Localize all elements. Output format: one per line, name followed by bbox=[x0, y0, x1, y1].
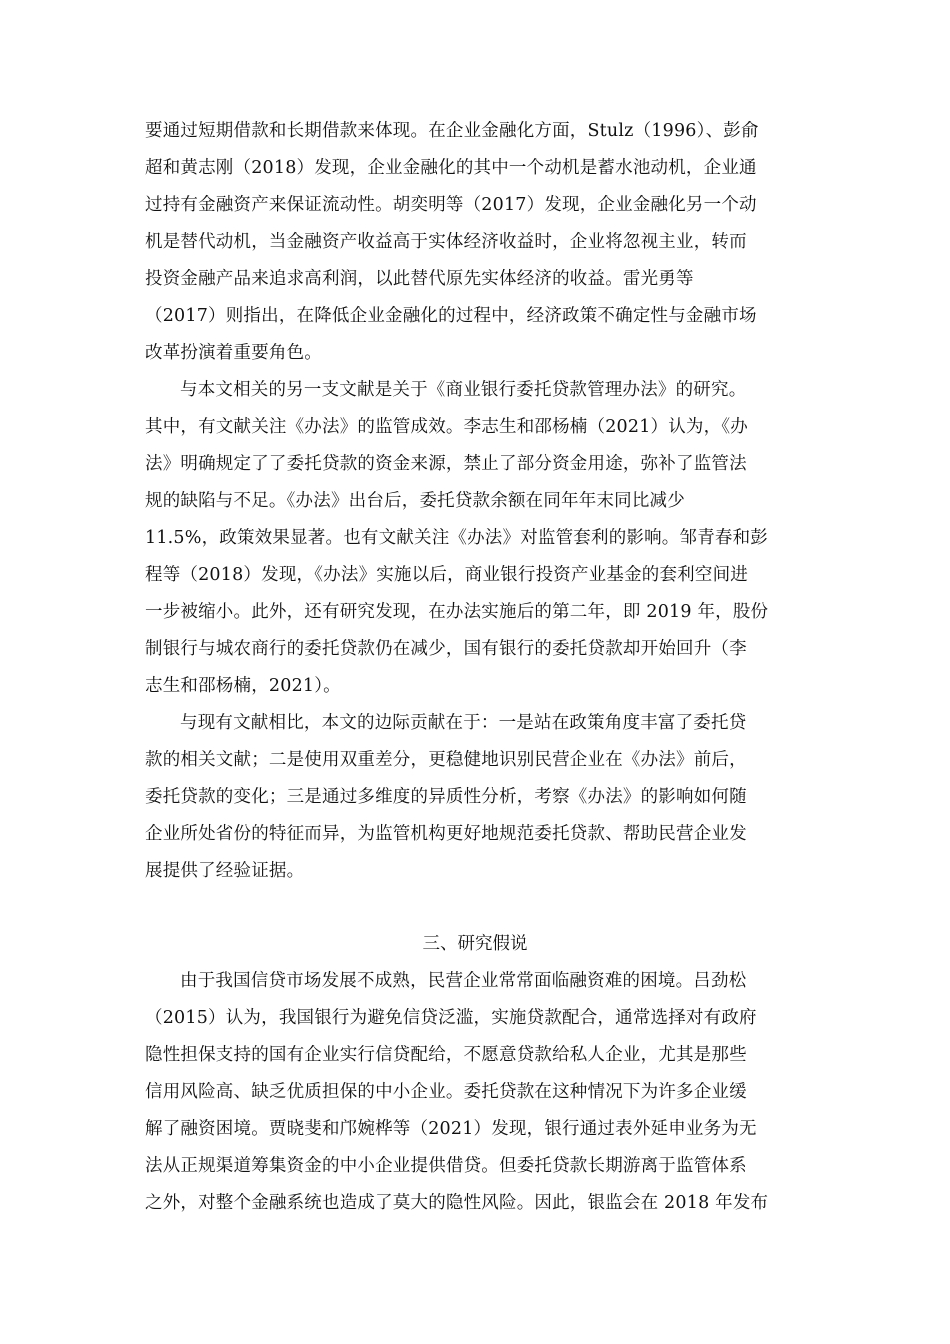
text-line: 机是替代动机，当金融资产收益高于实体经济收益时，企业将忽视主业，转而 bbox=[145, 232, 747, 252]
text-line: 投资金融产品来追求高利润，以此替代原先实体经济的收益。雷光勇等 bbox=[145, 269, 694, 289]
text-line: 展提供了经验证据。 bbox=[145, 861, 305, 881]
text-line: 其中，有文献关注《办法》的监管成效。李志生和邵杨楠（2021）认为，《办 bbox=[145, 417, 748, 437]
text-line: 之外，对整个金融系统也造成了莫大的隐性风险。因此，银监会在 2018 年发布 bbox=[145, 1193, 769, 1213]
text-line: 制银行与城农商行的委托贷款仍在减少，国有银行的委托贷款却开始回升（李 bbox=[145, 639, 747, 659]
text-line: 过持有金融资产来保证流动性。胡奕明等（2017）发现，企业金融化另一个动 bbox=[145, 195, 757, 215]
text-line: 志生和邵杨楠，2021）。 bbox=[145, 676, 341, 696]
text-line: 要通过短期借款和长期借款来体现。在企业金融化方面，Stulz（1996）、彭俞 bbox=[145, 121, 759, 141]
text-line: 与现有文献相比，本文的边际贡献在于：一是站在政策角度丰富了委托贷 bbox=[180, 713, 747, 733]
text-line: 隐性担保支持的国有企业实行信贷配给，不愿意贷款给私人企业，尤其是那些 bbox=[145, 1045, 747, 1065]
text-line: （2015）认为，我国银行为避免信贷泛滥，实施贷款配合，通常选择对有政府 bbox=[145, 1008, 757, 1028]
text-line: 法从正规渠道筹集资金的中小企业提供借贷。但委托贷款长期游离于监管体系 bbox=[145, 1156, 747, 1176]
text-line: 一步被缩小。此外，还有研究发现，在办法实施后的第二年，即 2019 年，股份 bbox=[145, 602, 769, 622]
text-line: 法》明确规定了了委托贷款的资金来源，禁止了部分资金用途，弥补了监管法 bbox=[145, 454, 747, 474]
text-line: 解了融资困境。贾晓斐和邝婉桦等（2021）发现，银行通过表外延申业务为无 bbox=[145, 1119, 757, 1139]
text-line: 规的缺陷与不足。《办法》出台后，委托贷款余额在同年年末同比减少 bbox=[145, 491, 685, 511]
text-line: 超和黄志刚（2018）发现，企业金融化的其中一个动机是蓄水池动机，企业通 bbox=[145, 158, 757, 178]
text-line: 企业所处省份的特征而异，为监管机构更好地规范委托贷款、帮助民营企业发 bbox=[145, 824, 747, 844]
text-line: （2017）则指出，在降低企业金融化的过程中，经济政策不确定性与金融市场 bbox=[145, 306, 757, 326]
text-line: 改革扮演着重要角色。 bbox=[145, 343, 322, 363]
section-heading: 三、研究假说 bbox=[422, 934, 528, 954]
text-line: 程等（2018）发现，《办法》实施以后，商业银行投资产业基金的套利空间进 bbox=[145, 565, 748, 585]
text-line: 由于我国信贷市场发展不成熟，民营企业常常面临融资难的困境。吕劲松 bbox=[180, 971, 747, 991]
text-line: 与本文相关的另一支文献是关于《商业银行委托贷款管理办法》的研究。 bbox=[180, 380, 747, 400]
text-line: 款的相关文献；二是使用双重差分，更稳健地识别民营企业在《办法》前后， bbox=[145, 750, 747, 770]
text-line: 委托贷款的变化；三是通过多维度的异质性分析，考察《办法》的影响如何随 bbox=[145, 787, 747, 807]
text-line: 信用风险高、缺乏优质担保的中小企业。委托贷款在这种情况下为许多企业缓 bbox=[145, 1082, 747, 1102]
text-line: 11.5%，政策效果显著。也有文献关注《办法》对监管套利的影响。邹青春和彭 bbox=[145, 528, 768, 548]
